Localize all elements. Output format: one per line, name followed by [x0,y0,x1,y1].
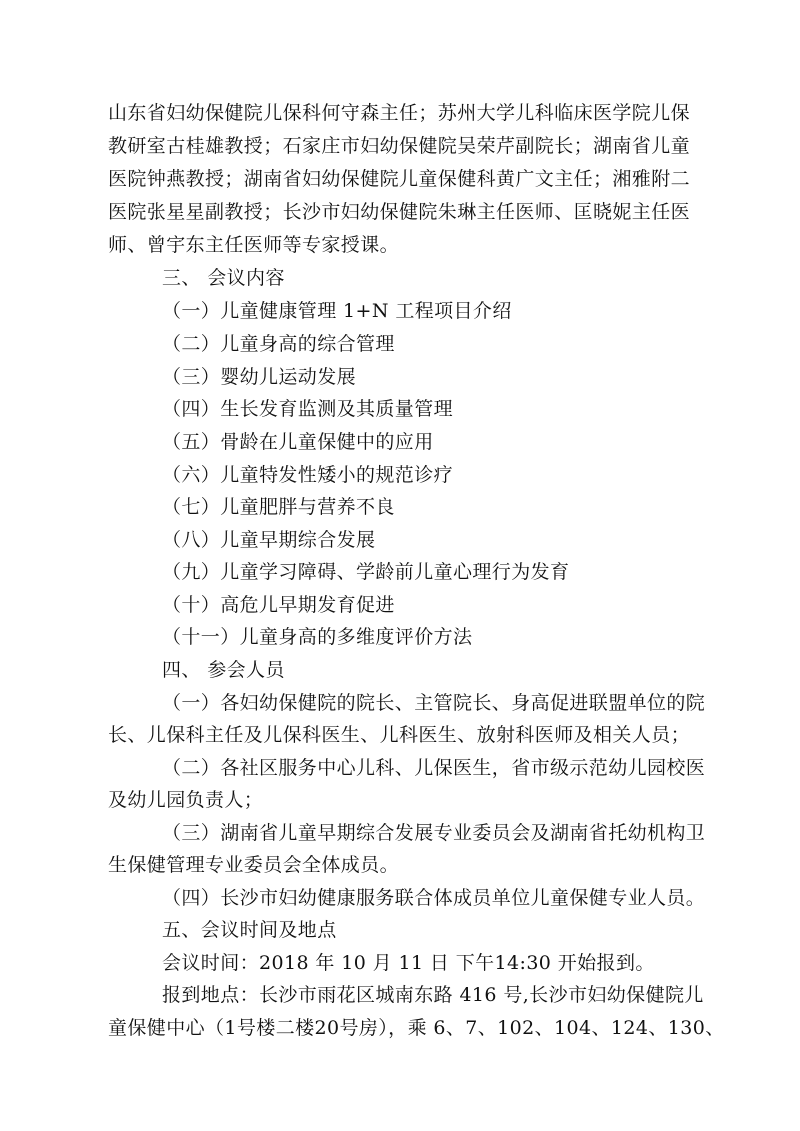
intro-line: 山东省妇幼保健院儿保科何守森主任；苏州大学儿科临床医学院儿保 [108,102,691,124]
agenda-item: （七）儿童肥胖与营养不良 [162,496,395,518]
section-heading-agenda: 三、 会议内容 [162,267,285,289]
intro-line: 教研室古桂雄教授；石家庄市妇幼保健院吴荣芹副院长；湖南省儿童 [108,135,691,157]
agenda-item: （六）儿童特发性矮小的规范诊疗 [162,464,454,486]
agenda-item: （二）儿童身高的综合管理 [162,333,395,355]
attendee-item-line: 长、儿保科主任及儿保科医生、儿科医生、放射科医师及相关人员； [108,724,691,746]
agenda-item: （八）儿童早期综合发展 [162,529,376,551]
intro-line: 医院钟燕教授；湖南省妇幼保健院儿童保健科黄广文主任；湘雅附二 [108,168,691,190]
agenda-item: （十一）儿童身高的多维度评价方法 [162,626,473,648]
attendee-item-line: （一）各妇幼保健院的院长、主管院长、身高促进联盟单位的院 [162,692,706,714]
agenda-item: （九）儿童学习障碍、学龄前儿童心理行为发育 [162,561,570,583]
agenda-item: （五）骨龄在儿童保健中的应用 [162,431,434,453]
meeting-place-line: 报到地点：长沙市雨花区城南东路 416 号,长沙市妇幼保健院儿 [162,984,704,1006]
section-heading-time-place: 五、会议时间及地点 [162,919,337,941]
attendee-item-line: （四）长沙市妇幼健康服务联合体成员单位儿童保健专业人员。 [162,887,706,909]
meeting-time: 会议时间：2018 年 10 月 11 日 下午14:30 开始报到。 [162,952,655,974]
agenda-item: （十）高危儿早期发育促进 [162,594,395,616]
agenda-item: （三）婴幼儿运动发展 [162,366,357,388]
attendee-item-line: （二）各社区服务中心儿科、儿保医生，省市级示范幼儿园校医 [162,757,706,779]
agenda-item: （四）生长发育监测及其质量管理 [162,398,454,420]
section-heading-attendees: 四、 参会人员 [162,659,285,681]
meeting-place-line: 童保健中心（1号楼二楼20号房），乘 6、7、102、104、124、130、 [108,1017,725,1039]
intro-line: 医院张星星副教授；长沙市妇幼保健院朱琳主任医师、匡晓妮主任医 [108,201,691,223]
attendee-item-line: 生保健管理专业委员会全体成员。 [108,854,400,876]
attendee-item-line: 及幼儿园负责人； [108,789,264,811]
agenda-item: （一）儿童健康管理 1+N 工程项目介绍 [162,300,512,322]
intro-line: 师、曾宇东主任医师等专家授课。 [108,234,400,256]
attendee-item-line: （三）湖南省儿童早期综合发展专业委员会及湖南省托幼机构卫 [162,822,706,844]
